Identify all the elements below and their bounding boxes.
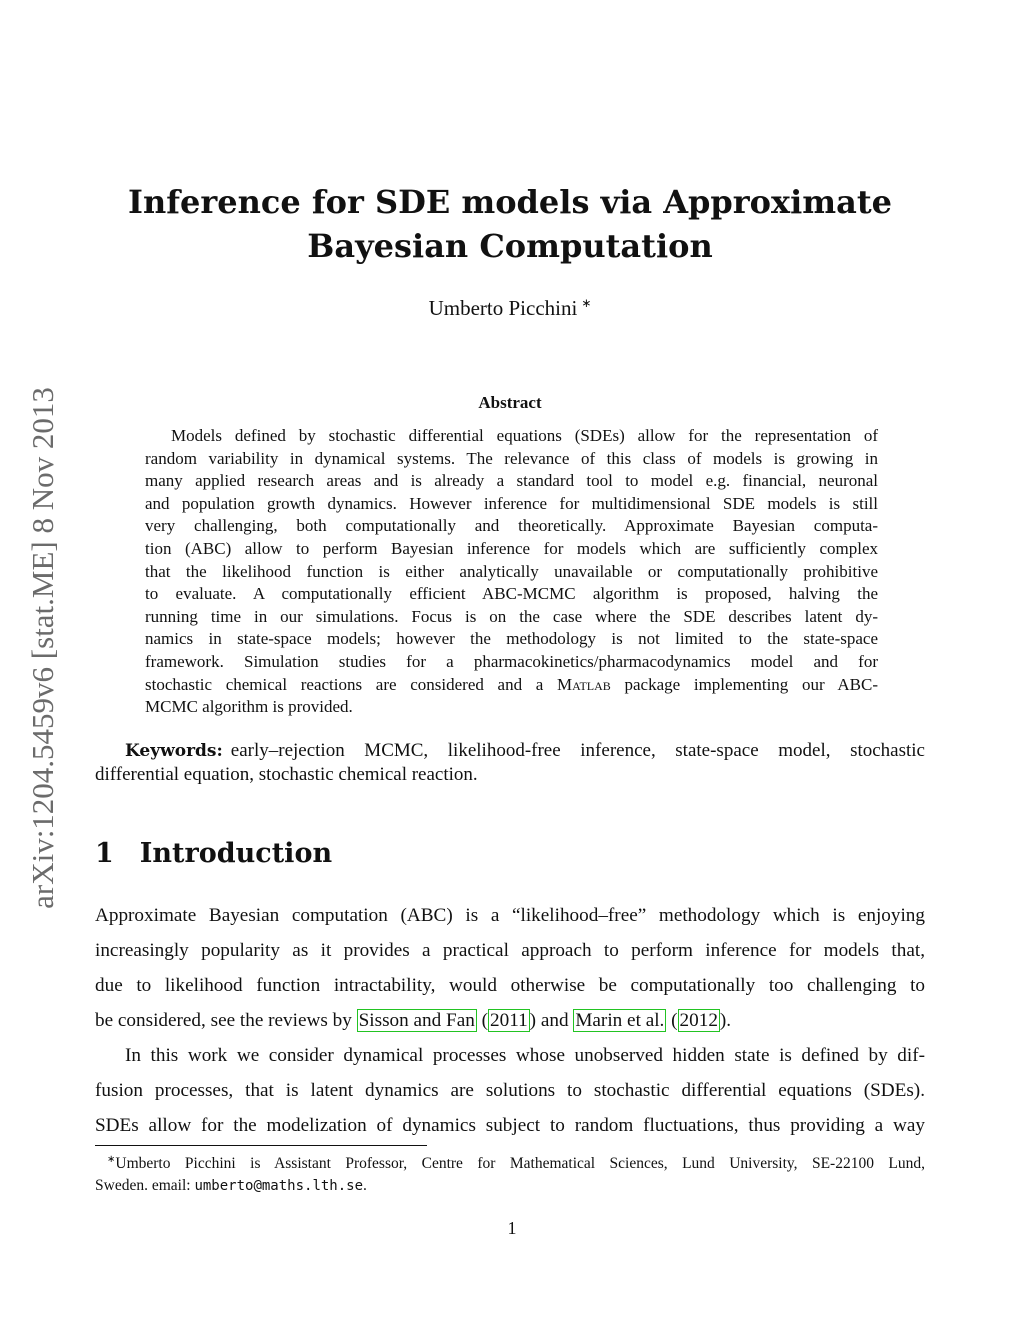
- author-email[interactable]: umberto@maths.lth.se: [194, 1178, 364, 1195]
- abstract-line: namics in state-space models; however the methodology is not limited to the state-space: [145, 629, 878, 649]
- page-number: 1: [507, 1218, 517, 1238]
- abstract-line: that the likelihood function is either analytically unavailable or computationally prohibitive: [145, 561, 878, 581]
- author-name: Umberto Picchini: [428, 296, 578, 320]
- abstract-line: framework. Simulation studies for a pharmacokinetics/pharmacodynamics model and for: [145, 651, 878, 671]
- citation-year-2011[interactable]: 2011: [490, 1010, 528, 1031]
- author-footnote-mark[interactable]: ∗: [581, 296, 592, 310]
- abstract-line: tion (ABC) allow to perform Bayesian inference for models which are sufficiently complex: [145, 538, 878, 558]
- abstract-line: very challenging, both computationally and theoretically. Approximate Bayesian computa-: [145, 516, 878, 536]
- body-line-citations: [95, 1003, 925, 1038]
- paren-open: (: [666, 1010, 678, 1031]
- section-heading: [95, 838, 332, 869]
- body-line: increasingly popularity as it provides a practical approach to perform inference for models that,: [95, 940, 925, 961]
- body-text: [95, 898, 925, 1143]
- keywords-line-2: differential equation, stochastic chemical reaction.: [95, 764, 478, 785]
- section-title: Introduction: [139, 838, 333, 869]
- body-line: due to likelihood function intractability, would otherwise be computationally too challenging to: [95, 975, 925, 996]
- keywords-list-1: early–rejection MCMC, likelihood-free inference, state-space model, stochastic: [230, 740, 925, 761]
- footnote-affiliation: Umberto Picchini is Assistant Professor, Centre for Mathematical Sciences, Lund University, SE-22100 Lund,: [115, 1155, 925, 1173]
- abstract-line: MCMC algorithm is provided.: [145, 697, 353, 717]
- citation-sisson-fan[interactable]: Sisson and Fan: [358, 1010, 475, 1031]
- abstract-line: [145, 674, 878, 697]
- body-line: SDEs allow for the modelization of dynamics subject to random fluctuations, thus providing a way: [95, 1115, 925, 1136]
- citation-year-2012[interactable]: 2012: [679, 1010, 718, 1031]
- paper-title: [100, 180, 920, 268]
- abstract-line-12-start: stochastic chemical reactions are considered and a: [145, 674, 558, 694]
- title-line-2: Bayesian Computation: [307, 227, 713, 265]
- abstract-line: running time in our simulations. Focus is on the case where the SDE describes latent dy-: [145, 606, 878, 626]
- keywords: [95, 739, 925, 787]
- footnote-line-2-start: Sweden. email:: [95, 1177, 195, 1195]
- citation-marin[interactable]: Marin et al.: [575, 1010, 665, 1031]
- abstract-heading: Abstract: [478, 393, 542, 412]
- title-line-1: Inference for SDE models via Approximate: [128, 183, 892, 221]
- matlab-name: Matlab: [557, 674, 611, 694]
- keywords-label: Keywords:: [125, 741, 223, 761]
- abstract-line: many applied research areas and is already a standard tool to model e.g. financial, neuronal: [145, 471, 878, 491]
- footnote-rule: [95, 1145, 427, 1146]
- section-number: 1: [95, 838, 114, 869]
- keywords-line-1: [95, 739, 925, 763]
- abstract-line: random variability in dynamical systems. The relevance of this class of models is growing in: [145, 448, 878, 468]
- abstract-text: [145, 425, 878, 719]
- abstract-line: to evaluate. A computationally efficient ABC-MCMC algorithm is proposed, halving the: [145, 584, 878, 604]
- body-line: Approximate Bayesian computation (ABC) is a “likelihood–free” methodology which is enjoying: [95, 905, 925, 926]
- body-line-4-end: ).: [719, 1010, 732, 1031]
- body-line-4-start: be considered, see the reviews by: [95, 1010, 357, 1031]
- abstract-line: and population growth dynamics. However inference for multidimensional SDE models is still: [145, 493, 878, 513]
- author: [100, 296, 920, 321]
- footnote-line-2-end: .: [363, 1177, 367, 1195]
- abstract-line: Models defined by stochastic differential equations (SDEs) allow for the representation of: [171, 426, 878, 445]
- body-line: In this work we consider dynamical processes whose unobserved hidden state is defined by dif-: [125, 1045, 925, 1066]
- abstract-line-12-end: package implementing our ABC-: [610, 674, 878, 694]
- paren-open: (: [476, 1010, 488, 1031]
- footnote-line-1: [95, 1149, 925, 1175]
- footnote-line-2: [95, 1175, 925, 1197]
- footnote: [95, 1149, 925, 1197]
- body-line-4-mid: ) and: [529, 1010, 574, 1031]
- arxiv-identifier: arXiv:1204.5459v6 [stat.ME] 8 Nov 2013: [25, 387, 60, 909]
- body-line: fusion processes, that is latent dynamics are solutions to stochastic differential equations (SDEs).: [95, 1080, 925, 1101]
- footnote-mark: ∗: [107, 1154, 116, 1165]
